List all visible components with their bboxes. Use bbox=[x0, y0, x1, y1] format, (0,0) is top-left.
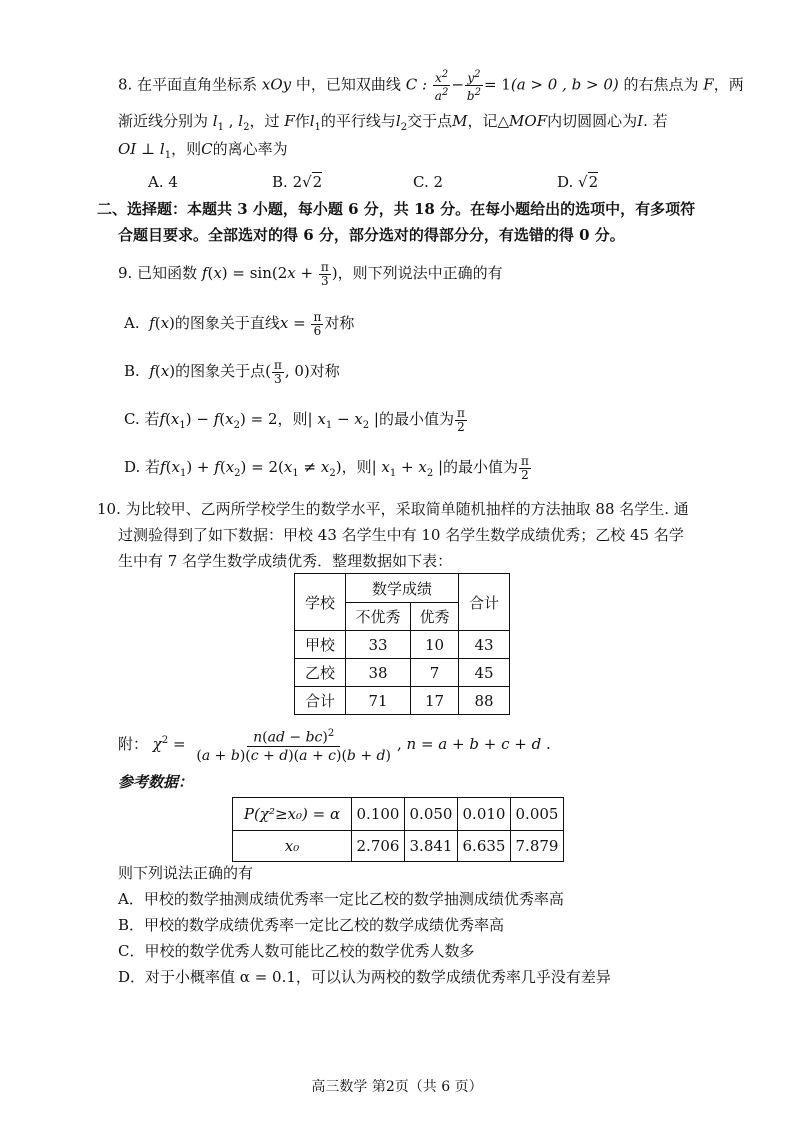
alpha-row-label: P(χ²≥x₀) = α bbox=[233, 798, 352, 831]
q9-option-d: D. 若$f(x_1) + f(x_2) = 2(x_1 \ne x_2)$，则| $x_1 + x_2$ |的最小值为 $\frac{\pi}{2}$ bbox=[124, 453, 529, 482]
section2-line1: 二、选择题：本题共 3 小题，每小题 6 分，共 18 分。在每小题给出的选项中，有多项符 bbox=[97, 200, 696, 218]
q10-option-c: C．甲校的数学优秀人数可能比乙校的数学优秀人数多 bbox=[118, 942, 475, 960]
q8-number: 8. bbox=[118, 75, 133, 94]
reference-data-title: 参考数据： bbox=[118, 773, 194, 791]
q8-option-a: A. 4 bbox=[148, 173, 178, 191]
table-row: 甲校 33 10 43 bbox=[295, 631, 510, 659]
header-school: 学校 bbox=[295, 574, 346, 631]
x2-a2-fraction: $\frac{x^2}{a^2}$ bbox=[434, 69, 449, 103]
header-excellent: 优秀 bbox=[411, 603, 459, 631]
y2-b2-fraction: $\frac{y^2}{b^2}$ bbox=[466, 69, 481, 103]
header-total: 合计 bbox=[459, 574, 510, 631]
q8-line3: OI ⊥ $l_1$，则C的离心率为 bbox=[118, 140, 288, 161]
header-not-excellent: 不优秀 bbox=[346, 603, 411, 631]
table-row: 乙校 38 7 45 bbox=[295, 659, 510, 687]
q8-option-d: D. √2 bbox=[557, 173, 599, 191]
q9-option-b: B. f(x)的图象关于点( $\frac{\pi}{3}$ , 0)对称 bbox=[124, 357, 340, 386]
chi-square-formula: 附： $\chi^2$ = $\frac{n(ad - bc)^2}{(a + b)(c + d)(a + c)(b + d)}$ , n = a + b + c + d . bbox=[118, 722, 551, 765]
table-row: 合计 71 17 88 bbox=[295, 687, 510, 715]
q9-option-c: C. 若$f(x_1) - f(x_2) = 2$，则| $x_1 - x_2$ |的最小值为 $\frac{\pi}{2}$ bbox=[124, 405, 465, 434]
q8-option-b: B. 2√2 bbox=[272, 173, 323, 191]
section2-line2: 合题目要求。全部选对的得 6 分，部分选对的得部分分，有选错的得 0 分。 bbox=[118, 226, 625, 244]
q10-line2: 过测验得到了如下数据：甲校 43 名学生中有 10 名学生数学成绩优秀；乙校 45 名学 bbox=[118, 526, 684, 544]
contingency-table bbox=[294, 573, 510, 715]
q8-line1: 8. 在平面直角坐标系 xOy 中，已知双曲线 C : $\frac{x^2}{a^2}$ − $\frac{y^2}{b^2}$ = 1(a > 0 , b > 0) 的右焦点为 F，两 bbox=[118, 69, 744, 103]
q9-stem: 9. 已知函数 f(x) = sin(2x + $\frac{\pi}{3}$ )，则下列说法中正确的有 bbox=[118, 259, 503, 288]
page-footer: 高三数学 第2页（共 6 页） bbox=[311, 1079, 483, 1095]
critical-value-table: P(χ²≥x₀) = α 0.100 0.050 0.010 0.005 x₀ 2.706 3.841 6.635 7.879 bbox=[232, 797, 564, 862]
q10-line3: 生中有 7 名学生数学成绩优秀．整理数据如下表： bbox=[118, 552, 453, 570]
q9-option-a: A. f(x)的图象关于直线x = $\frac{\pi}{6}$ 对称 bbox=[124, 309, 355, 338]
q10-line1: 10. 为比较甲、乙两所学校学生的数学水平，采取简单随机抽样的方法抽取 88 名学生. 通 bbox=[97, 500, 689, 518]
q8-option-c: C. 2 bbox=[413, 173, 444, 191]
q10-option-a: A．甲校的数学抽测成绩优秀率一定比乙校的数学抽测成绩优秀率高 bbox=[118, 890, 564, 908]
q8-line2: 渐近线分别为 $l_1$ , $l_2$，过 F作$l_1$的平行线与$l_2$交于点M，记△MOF内切圆圆心为I. 若 bbox=[118, 112, 668, 133]
q10-option-d: D．对于小概率值 α = 0.1，可以认为两校的数学成绩优秀率几乎没有差异 bbox=[118, 968, 611, 986]
q10-prompt: 则下列说法正确的有 bbox=[118, 864, 254, 882]
x0-row-label: x₀ bbox=[233, 831, 352, 862]
q10-option-b: B．甲校的数学成绩优秀率一定比乙校的数学成绩优秀率高 bbox=[118, 916, 505, 934]
header-math-score: 数学成绩 bbox=[346, 574, 459, 603]
